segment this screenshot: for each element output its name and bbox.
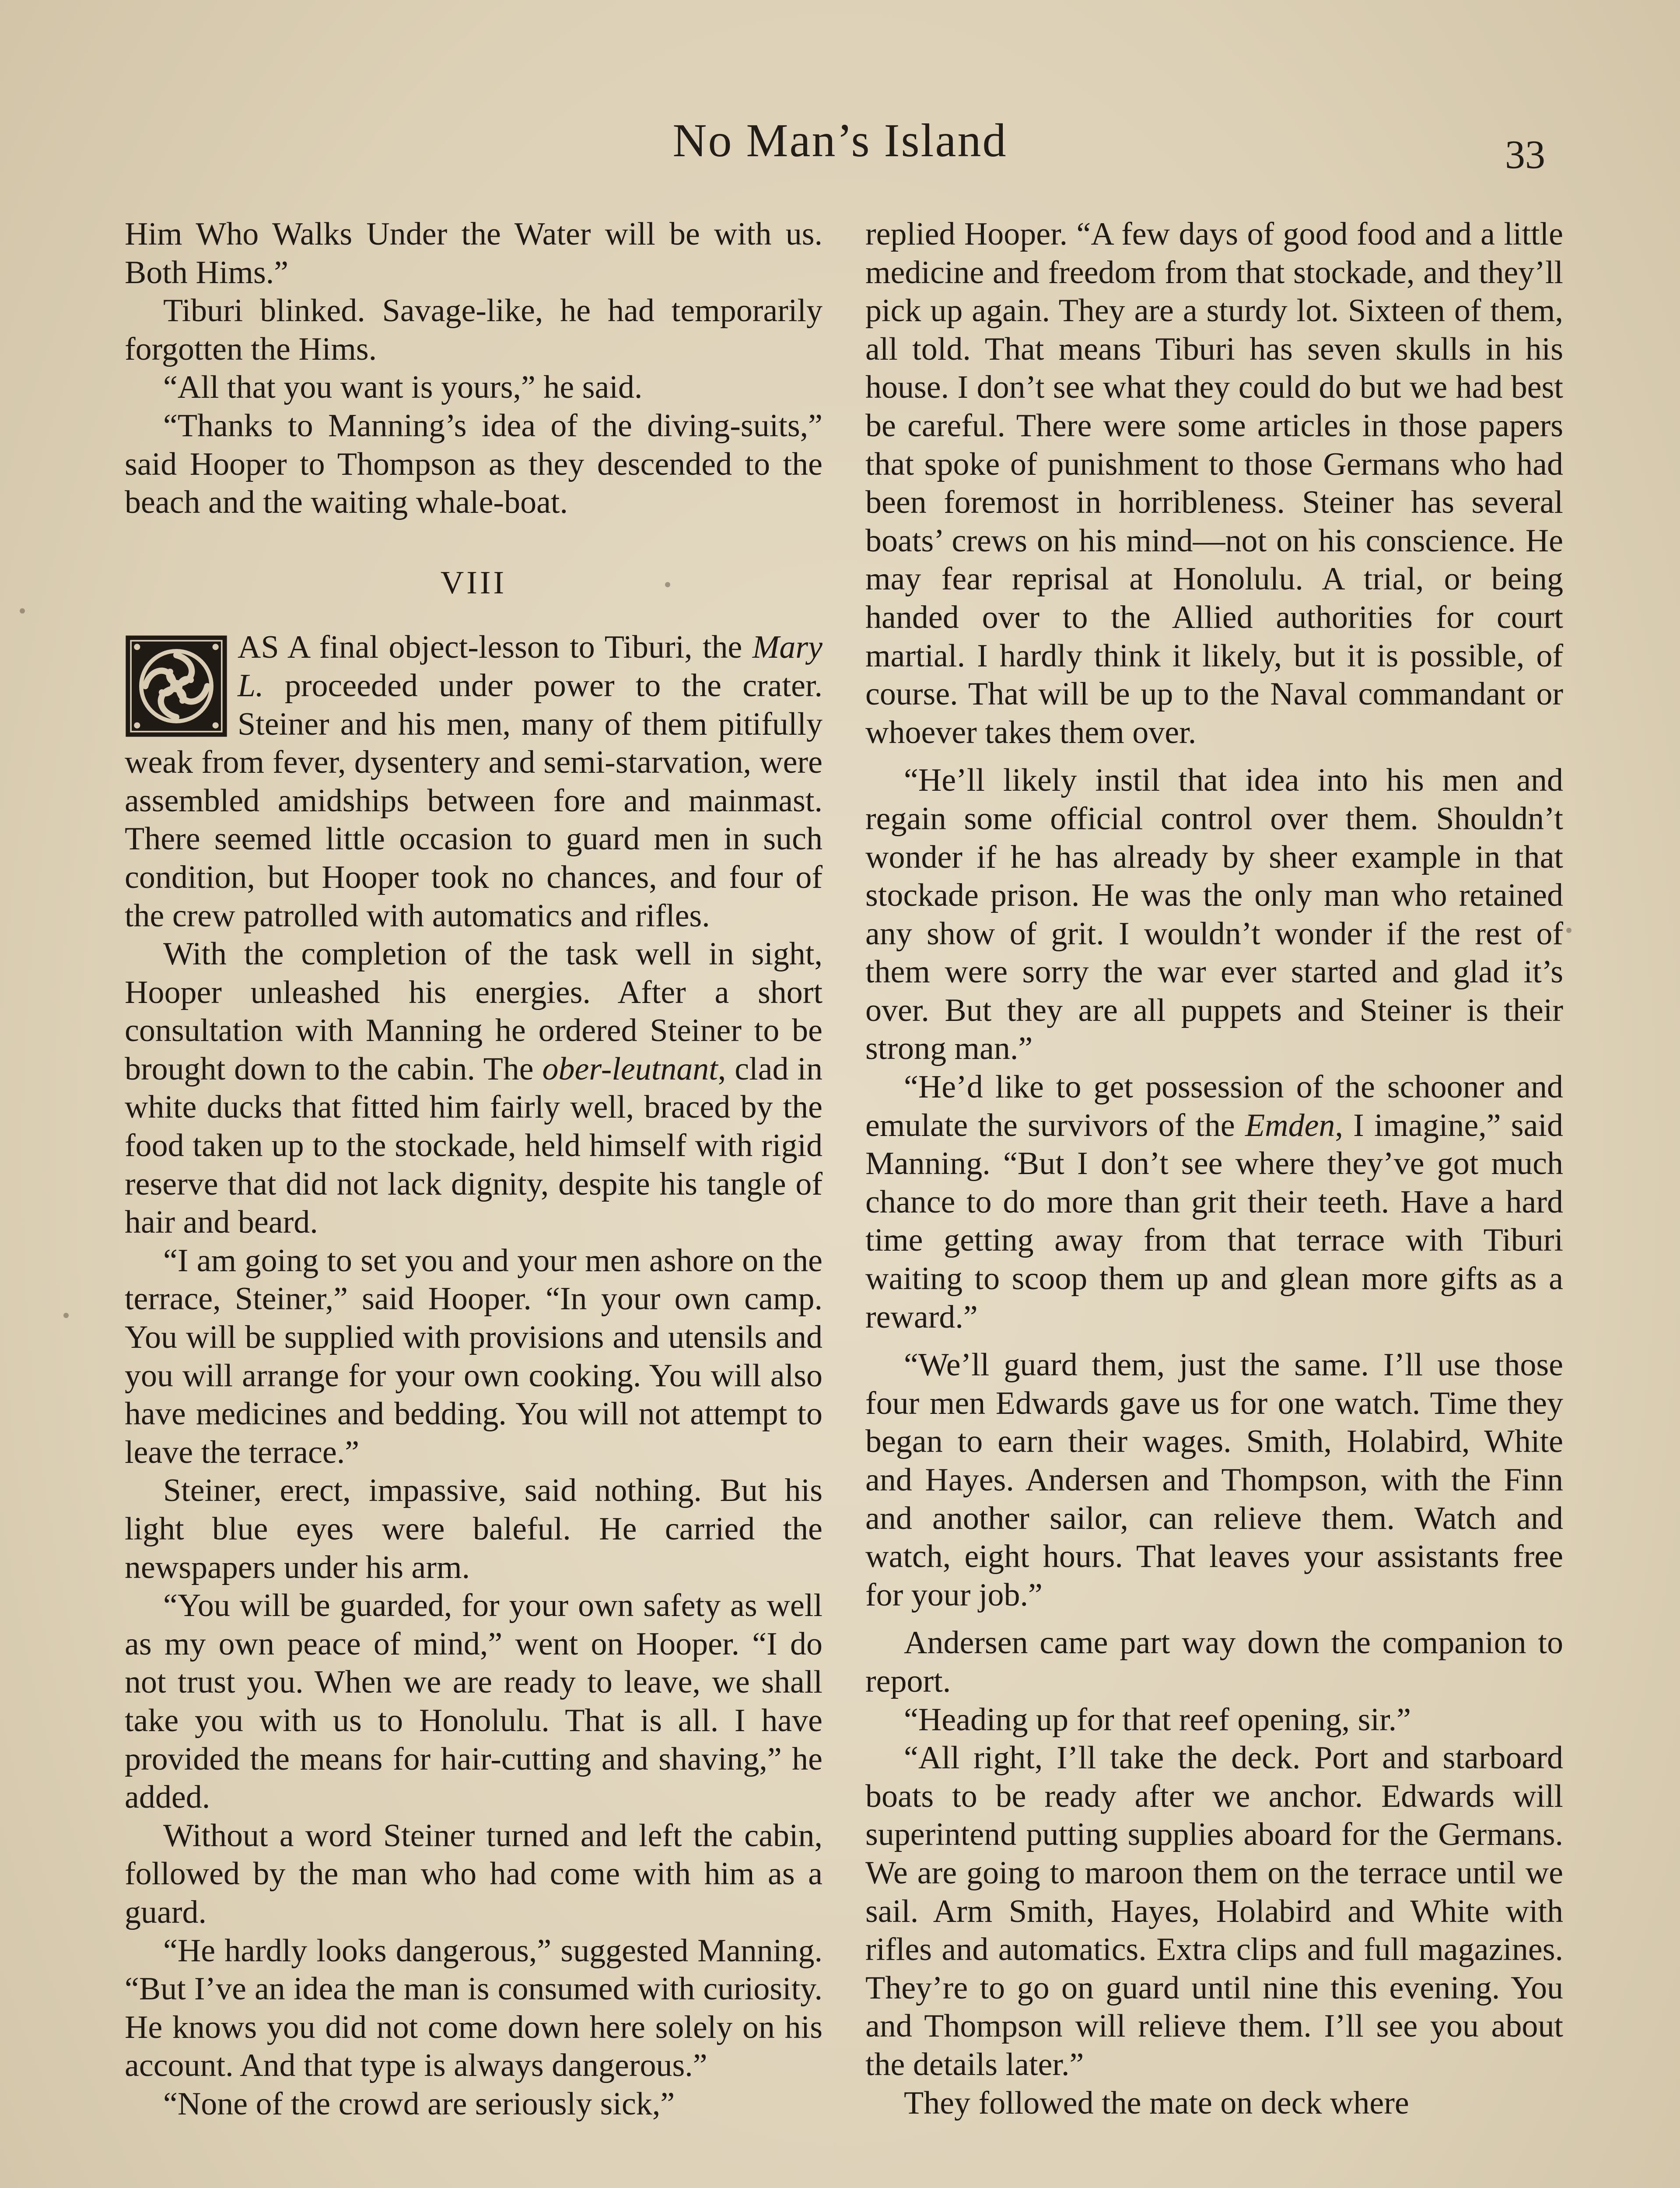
print-speck (20, 608, 25, 614)
paragraph: “We’ll guard them, just the same. I’ll use those four men Edwards gave us for one watch. Time they began to earn their wages. Smith, Holabird, White and Hayes. Andersen and Thompson, with the Finn and another sailor, can relieve them. Watch and watch, eight hours. That leaves your assistants free for your job.” (865, 1347, 1563, 1613)
paragraph: “You will be guarded, for your own safety as well as my own peace of mind,” went on Hooper. “I do not trust you. When we are ready to leave, we shall take you with us to Honolulu. That is all. I have provided the means for hair-cutting and shaving,” he added. (125, 1588, 822, 1816)
text-run: AS A final object-lesson to Tiburi, the (238, 629, 752, 666)
paragraph: replied Hooper. “A few days of good food and a little medicine and freedom from that stockade, and they’ll pick up again. They are a sturdy lot. Sixteen of them, all told. That means Tiburi has seven skulls in his house. I don’t see what they could do but we had best be careful. There were some articles in those papers that spoke of punishment to those Germans who had been foremost in horribleness. Steiner has several boats’ crews on his mind—not on his conscience. He may fear reprisal at Honolulu. A trial, or being handed over to the Allied authorities for court martial. I hardly think it likely, but it is possible, of course. That will be up to the Naval commandant or whoever takes them over. (865, 216, 1563, 750)
paragraph: “I am going to set you and your men ashore on the terrace, Steiner,” said Hooper. “In your own camp. You will be supplied with provisions and utensils and you will arrange for your own cooking. You will also have medicines and bedding. You will not attempt to leave the terrace.” (125, 1242, 822, 1470)
paragraph (865, 1068, 1563, 1336)
paragraph: Him Who Walks Under the Water will be with us. Both Hims.” (125, 216, 822, 291)
paragraph (125, 628, 822, 935)
chapter-heading: VIII (440, 565, 507, 601)
paragraph: “All right, I’ll take the deck. Port and starboard boats to be ready after we anchor. Edwards will superintend putting supplies aboard for the Germans. We are going to maroon them on the terrace until we sail. Arm Smith, Hayes, Holabird and White with rifles and automatics. Extra clips and full magazines. They’re to go on guard until nine this evening. You and Thompson will relieve them. I’ll see you about the details later.” (865, 1740, 1563, 2083)
paragraph: “Thanks to Manning’s idea of the diving-suits,” said Hooper to Thompson as they descended to the beach and the waiting whale-boat. (125, 407, 822, 521)
text-run: proceeded under power to the crater. Steiner and his men, many of them pitifully weak from fever, dysentery and semi-starvation, were assembled amidships between fore and mainmast. There seemed little occasion to guard men in such condition, but Hooper took no chances, and four of the crew patrolled with automatics and rifles. (125, 667, 822, 934)
paragraph: “All that you want is yours,” he said. (163, 369, 643, 406)
paragraph: Without a word Steiner turned and left the cabin, followed by the man who had come with him as a guard. (125, 1817, 822, 1930)
paragraph: Steiner, erect, impassive, said nothing. But his light blue eyes were baleful. He carried the newspapers under his arm. (125, 1473, 822, 1585)
print-speck (63, 1313, 69, 1318)
paragraph: Tiburi blinked. Savage-like, he had temporarily forgotten the Hims. (125, 293, 822, 367)
paragraph: “None of the crowd are seriously sick,” (163, 2086, 675, 2122)
paragraph: “Heading up for that reef opening, sir.” (904, 1701, 1411, 1738)
text-run: “He’d like to get possession of the schooner and emulate the survivors of the (865, 1069, 1563, 1143)
left-column (125, 215, 822, 2124)
paragraph: “He hardly looks dangerous,” suggested Manning. “But I’ve an idea the man is consumed with curiosity. He knows you did not come down here solely on his account. And that type is always dangerous.” (125, 1932, 822, 2084)
paragraph: They followed the mate on deck where (904, 2085, 1409, 2121)
text-run: With the completion of the task well in sight, Hooper unleashed his energies. After a short consultation with Manning he ordered Steiner to be brought down to the cabin. The (125, 936, 822, 1087)
rosette-ornament-icon (125, 635, 228, 738)
paragraph (125, 935, 822, 1242)
paragraph: “He’ll likely instil that idea into his men and regain some official control over them. Shouldn’t wonder if he has already by sheer example in that stockade prison. He was the only man who retained any show of grit. I wouldn’t wonder if the rest of them were sorry the war ever started and glad it’s over. But they are all puppets and Steiner is their strong man.” (865, 762, 1563, 1067)
print-speck (1566, 928, 1572, 933)
running-title: No Man’s Island (672, 115, 1008, 167)
text-run: , I imagine,” said Manning. “But I don’t see where they’ve got much chance to do more than grit their teeth. Have a hard time getting away from that terrace with Tiburi waiting to scoop them up and glean more gifts as a reward.” (865, 1107, 1563, 1335)
rank-term: ober-leutnant (542, 1051, 718, 1087)
paragraph: Andersen came part way down the companion to report. (865, 1625, 1563, 1699)
ship-name: Emden (1245, 1107, 1335, 1143)
ship-name: Mary L. (238, 629, 822, 704)
print-speck (665, 582, 670, 587)
right-column (865, 215, 1563, 2122)
page-number: 33 (1505, 132, 1545, 177)
text-run: , clad in white ducks that fitted him fairly well, braced by the food taken up to the stockade, held himself with rigid reserve that did not lack dignity, despite his tangle of hair and beard. (125, 1051, 822, 1241)
